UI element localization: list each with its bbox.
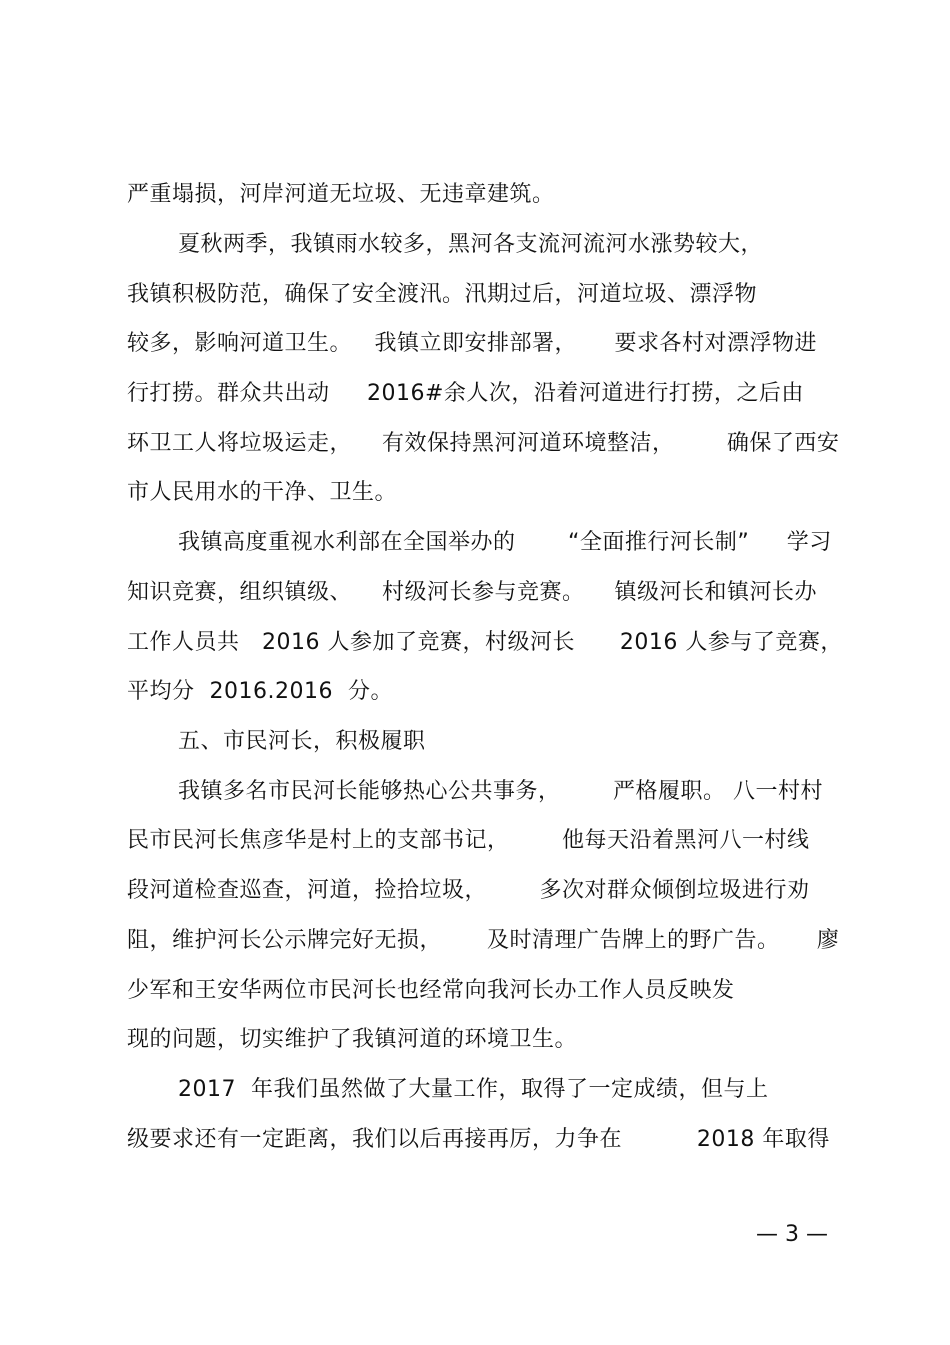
text-line: 平均分 2016.2016 分。 xyxy=(127,679,393,704)
text-line: 阻，维护河长公示牌完好无损， 及时清理广告牌上的野广告。 廖 xyxy=(127,928,840,953)
page-number: — 3 — xyxy=(756,1222,828,1247)
text-line: 2017 年我们虽然做了大量工作，取得了一定成绩，但与上 xyxy=(178,1077,769,1102)
text-line: 现的问题，切实维护了我镇河道的环境卫生。 xyxy=(127,1027,578,1052)
text-line: 工作人员共 2016 人参加了竞赛，村级河长 2016 人参与了竞赛， xyxy=(127,630,843,655)
text-line: 市人民用水的干净、卫生。 xyxy=(127,480,398,505)
text-line: 我镇多名市民河长能够热心公共事务， 严格履职。 八一村村 xyxy=(178,779,823,804)
text-line: 我镇积极防范，确保了安全渡汛。汛期过后，河道垃圾、漂浮物 xyxy=(127,282,758,307)
text-line: 夏秋两季，我镇雨水较多，黑河各支流河流河水涨势较大， xyxy=(178,232,764,257)
text-line: 严重塌损，河岸河道无垃圾、无违章建筑。 xyxy=(127,182,555,207)
text-line: 段河道检查巡查，河道，捡拾垃圾， 多次对群众倾倒垃圾进行劝 xyxy=(127,878,810,903)
text-line: 环卫工人将垃圾运走， 有效保持黑河河道环境整洁， 确保了西安 xyxy=(127,431,840,456)
text-line: 级要求还有一定距离，我们以后再接再厉，力争在 2018 年取得 xyxy=(127,1127,830,1152)
section-heading: 五、市民河长，积极履职 xyxy=(178,729,426,754)
text-line: 少军和王安华两位市民河长也经常向我河长办工作人员反映发 xyxy=(127,978,735,1003)
text-line: 我镇高度重视水利部在全国举办的 “全面推行河长制” 学习 xyxy=(178,530,832,555)
text-line: 知识竞赛，组织镇级、 村级河长参与竞赛。 镇级河长和镇河长办 xyxy=(127,580,817,605)
text-line: 行打捞。群众共出动 2016#余人次，沿着河道进行打捞，之后由 xyxy=(127,381,804,406)
text-line: 较多，影响河道卫生。 我镇立即安排部署， 要求各村对漂浮物进 xyxy=(127,331,817,356)
text-line: 民市民河长焦彦华是村上的支部书记， 他每天沿着黑河八一村线 xyxy=(127,828,810,853)
